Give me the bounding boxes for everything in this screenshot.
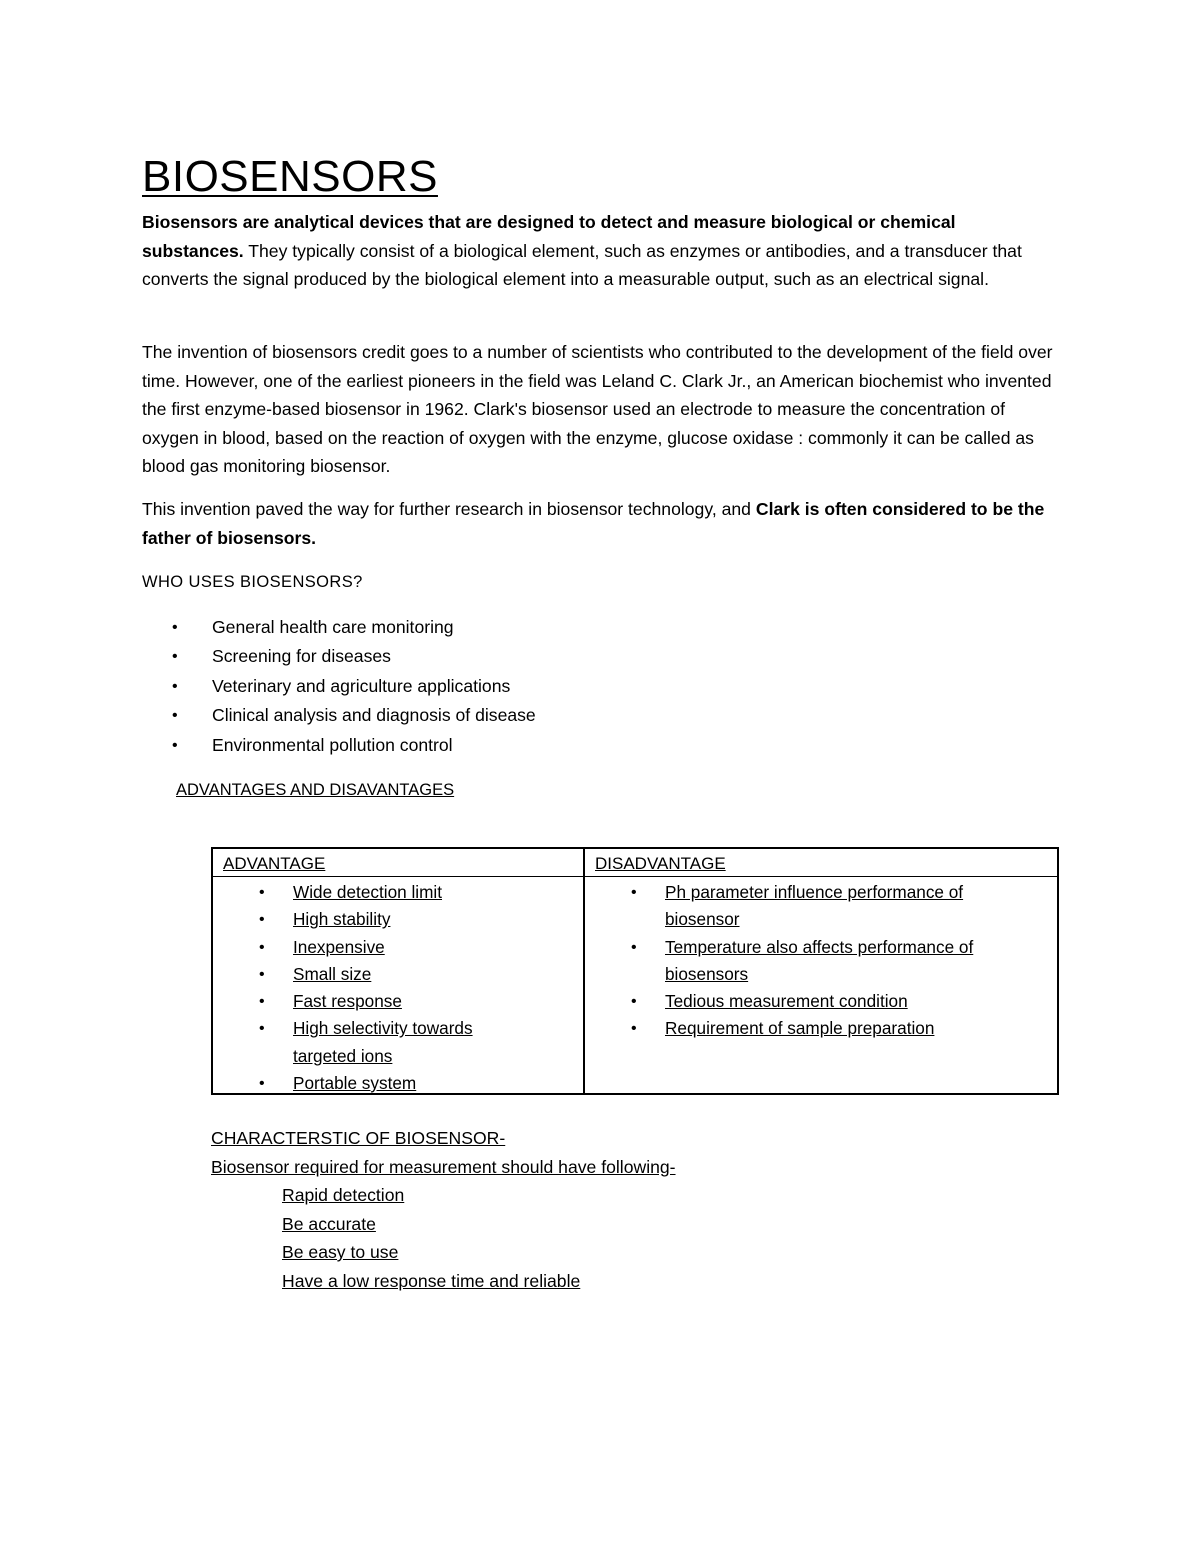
list-item <box>172 701 536 730</box>
advantage-text: Wide detection limit <box>293 882 443 902</box>
bullet-icon: • <box>259 993 265 1011</box>
header-divider <box>585 876 1057 877</box>
disadvantage-text: Requirement of sample preparation <box>665 1018 935 1039</box>
table-list-item <box>631 934 1035 989</box>
bullet-icon: • <box>631 884 637 901</box>
disadvantages-column <box>585 849 1057 1093</box>
list-item-text: Clinical analysis and diagnosis of disease <box>212 705 536 726</box>
advantage-text: High selectivity towards targeted ions <box>293 1018 473 1066</box>
list-item <box>172 613 536 642</box>
advantages-table <box>211 847 1059 1095</box>
characteristic-item: Rapid detection <box>282 1185 405 1205</box>
table-list-item <box>259 988 559 1015</box>
document-title: BIOSENSORS <box>142 152 438 201</box>
advantage-text: Fast response <box>293 991 402 1012</box>
bullet-icon: • <box>172 648 178 666</box>
disadvantage-text: Tedious measurement condition <box>665 991 908 1012</box>
advantage-text: High stability <box>293 909 391 930</box>
bullet-icon: • <box>172 707 178 725</box>
list-item-text: Veterinary and agriculture applications <box>212 675 511 696</box>
advantages-column <box>213 849 585 1093</box>
father-paragraph <box>142 495 1062 552</box>
bullet-icon: • <box>172 736 178 754</box>
advantage-text: Small size <box>293 963 372 984</box>
advantages-list <box>259 879 559 1097</box>
advantage-text: Portable system <box>293 1073 417 1094</box>
advantages-heading: ADVANTAGES AND DISAVANTAGES <box>176 781 455 799</box>
characteristics-heading: CHARACTERSTIC OF BIOSENSOR- <box>211 1128 506 1148</box>
table-list-item <box>259 1015 503 1070</box>
characteristic-item: Be easy to use <box>282 1242 399 1262</box>
bullet-icon: • <box>631 938 637 956</box>
list-item <box>172 731 536 760</box>
bullet-icon: • <box>259 965 265 983</box>
advantage-text: Inexpensive <box>293 936 385 957</box>
father-text: This invention paved the way for further research in biosensor technology, and <box>142 499 756 519</box>
history-paragraph: The invention of biosensors credit goes to a number of scientists who contributed to the development of the field over time. However, one of the earliest pioneers in the field was Leland C. Clark Jr., an American biochemist who invented the first enzyme-based biosensor in 1962. Clark's biosensor used an electrode to measure the concentration of oxygen in blood, based on the reaction of oxygen with the enzyme, glucose oxidase : commonly it can be called as blood gas monitoring biosensor. <box>142 342 1053 477</box>
bullet-icon: • <box>631 993 637 1011</box>
bullet-icon: • <box>259 938 265 956</box>
father-bold-text: Clark is often considered to be the father of biosensors. <box>142 499 1045 548</box>
header-divider <box>213 876 583 877</box>
table-list-item <box>259 961 559 988</box>
table-list-item <box>259 934 559 961</box>
characteristics-section <box>211 1124 676 1295</box>
table-list-item <box>259 879 559 906</box>
disadvantage-text: Ph parameter influence performance of biosensor <box>665 882 964 930</box>
characteristic-item: Be accurate <box>282 1213 376 1234</box>
bullet-icon: • <box>259 884 265 901</box>
who-uses-list <box>172 613 536 760</box>
bullet-icon: • <box>172 677 178 695</box>
characteristic-item: Have a low response time and reliable <box>282 1270 581 1291</box>
intro-text: They typically consist of a biological element, such as enzymes or antibodies, and a transducer that converts the signal produced by the biological element into a measurable output, such as an electrical signal. <box>142 240 1022 290</box>
bullet-icon: • <box>259 911 265 929</box>
table-list-item <box>259 1070 559 1097</box>
bullet-icon: • <box>172 619 178 636</box>
table-list-item <box>631 1015 1051 1042</box>
who-uses-heading: WHO USES BIOSENSORS? <box>142 573 363 591</box>
bullet-icon: • <box>631 1020 637 1038</box>
advantages-header: ADVANTAGE <box>223 854 326 873</box>
disadvantage-text: Temperature also affects performance of biosensors <box>665 936 974 984</box>
table-list-item <box>631 879 1025 934</box>
list-item <box>172 672 536 701</box>
characteristics-subheading: Biosensor required for measurement should have following- <box>211 1156 676 1177</box>
disadvantages-list <box>631 879 1051 1043</box>
list-item-text: Environmental pollution control <box>212 734 453 755</box>
disadvantages-header: DISADVANTAGE <box>595 854 726 873</box>
table-list-item <box>259 906 559 933</box>
table-list-item <box>631 988 1051 1015</box>
list-item <box>172 642 536 671</box>
list-item-text: General health care monitoring <box>212 617 454 637</box>
list-item-text: Screening for diseases <box>212 646 391 667</box>
intro-paragraph <box>142 208 1062 294</box>
bullet-icon: • <box>259 1075 265 1093</box>
intro-bold-text: Biosensors are analytical devices that are designed to detect and measure biological or chemical substances. <box>142 212 956 261</box>
bullet-icon: • <box>259 1020 265 1038</box>
